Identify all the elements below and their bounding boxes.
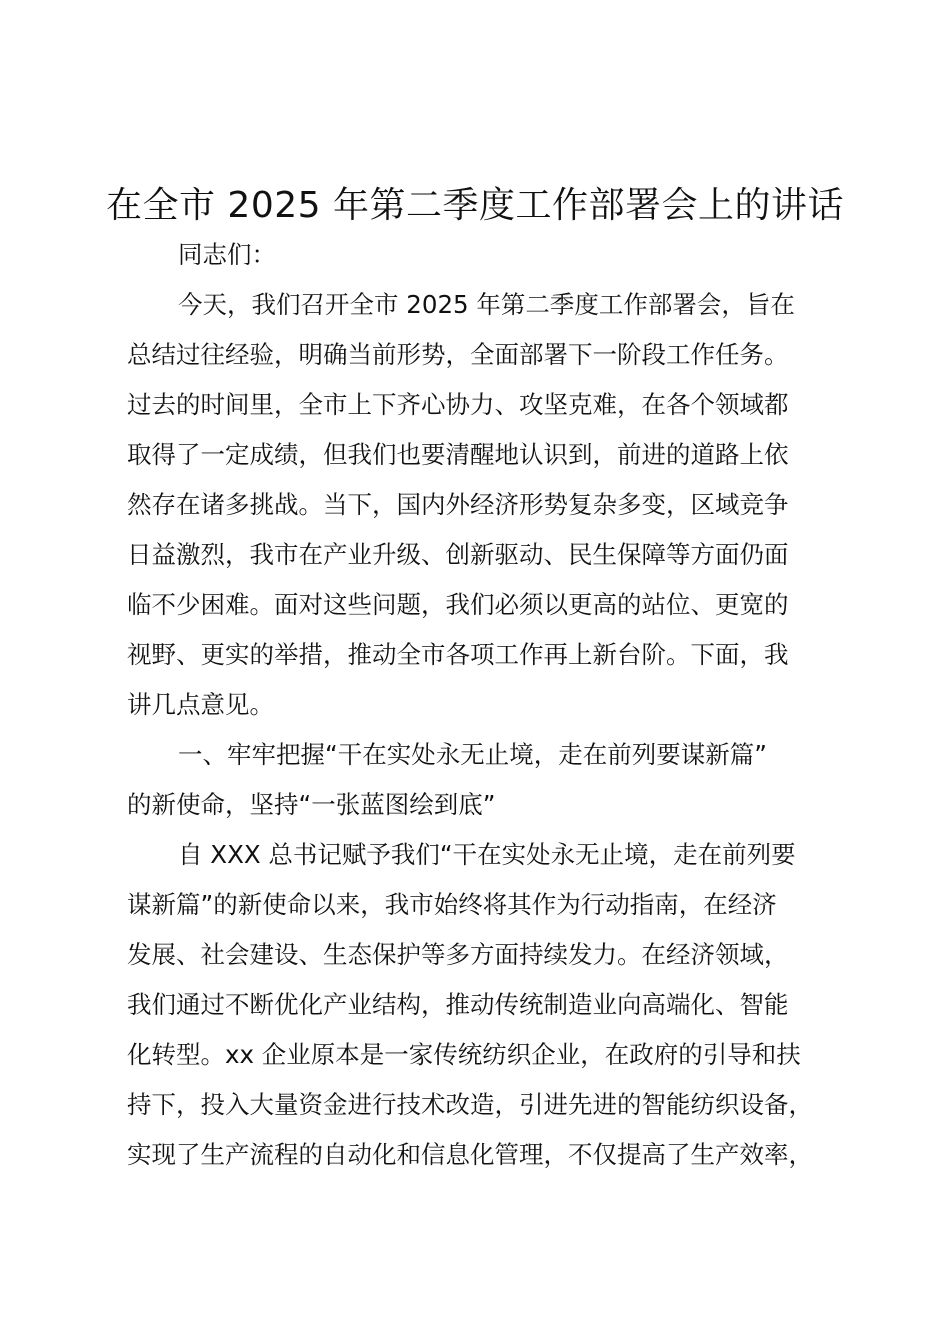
paragraph-line: 实现了生产流程的自动化和信息化管理，不仅提高了生产效率， (127, 1140, 813, 1169)
paragraph-line: 取得了一定成绩，但我们也要清醒地认识到，前进的道路上依 (127, 440, 789, 469)
paragraph-line: 我们通过不断优化产业结构，推动传统制造业向高端化、智能 (127, 990, 789, 1019)
paragraph-line: 然存在诸多挑战。当下，国内外经济形势复杂多变，区域竞争 (127, 490, 789, 519)
salutation: 同志们： (178, 240, 276, 269)
paragraph-line: 持下，投入大量资金进行技术改造，引进先进的智能纺织设备， (127, 1090, 813, 1119)
paragraph-line: 自 XXX 总书记赋予我们“干在实处永无止境，走在前列要 (178, 840, 796, 869)
paragraph-line: 总结过往经验，明确当前形势，全面部署下一阶段工作任务。 (127, 340, 789, 369)
paragraph-line: 发展、社会建设、生态保护等多方面持续发力。在经济领域， (127, 940, 789, 969)
paragraph-line: 过去的时间里，全市上下齐心协力、攻坚克难，在各个领域都 (127, 390, 789, 419)
paragraph-line: 日益激烈，我市在产业升级、创新驱动、民生保障等方面仍面 (127, 540, 789, 569)
section-heading-line: 一、牢牢把握“干在实处永无止境，走在前列要谋新篇” (178, 740, 767, 769)
paragraph-line: 临不少困难。面对这些问题，我们必须以更高的站位、更宽的 (127, 590, 789, 619)
paragraph-line: 谋新篇”的新使命以来，我市始终将其作为行动指南，在经济 (127, 890, 777, 919)
paragraph-line: 化转型。xx 企业原本是一家传统纺织企业，在政府的引导和扶 (127, 1040, 801, 1069)
paragraph-line: 讲几点意见。 (127, 690, 274, 719)
section-heading-line: 的新使命，坚持“一张蓝图绘到底” (127, 790, 496, 819)
paragraph-line: 视野、更实的举措，推动全市各项工作再上新台阶。下面，我 (127, 640, 789, 669)
document-title: 在全市 2025 年第二季度工作部署会上的讲话 (105, 185, 844, 226)
paragraph-line: 今天，我们召开全市 2025 年第二季度工作部署会，旨在 (178, 290, 795, 319)
